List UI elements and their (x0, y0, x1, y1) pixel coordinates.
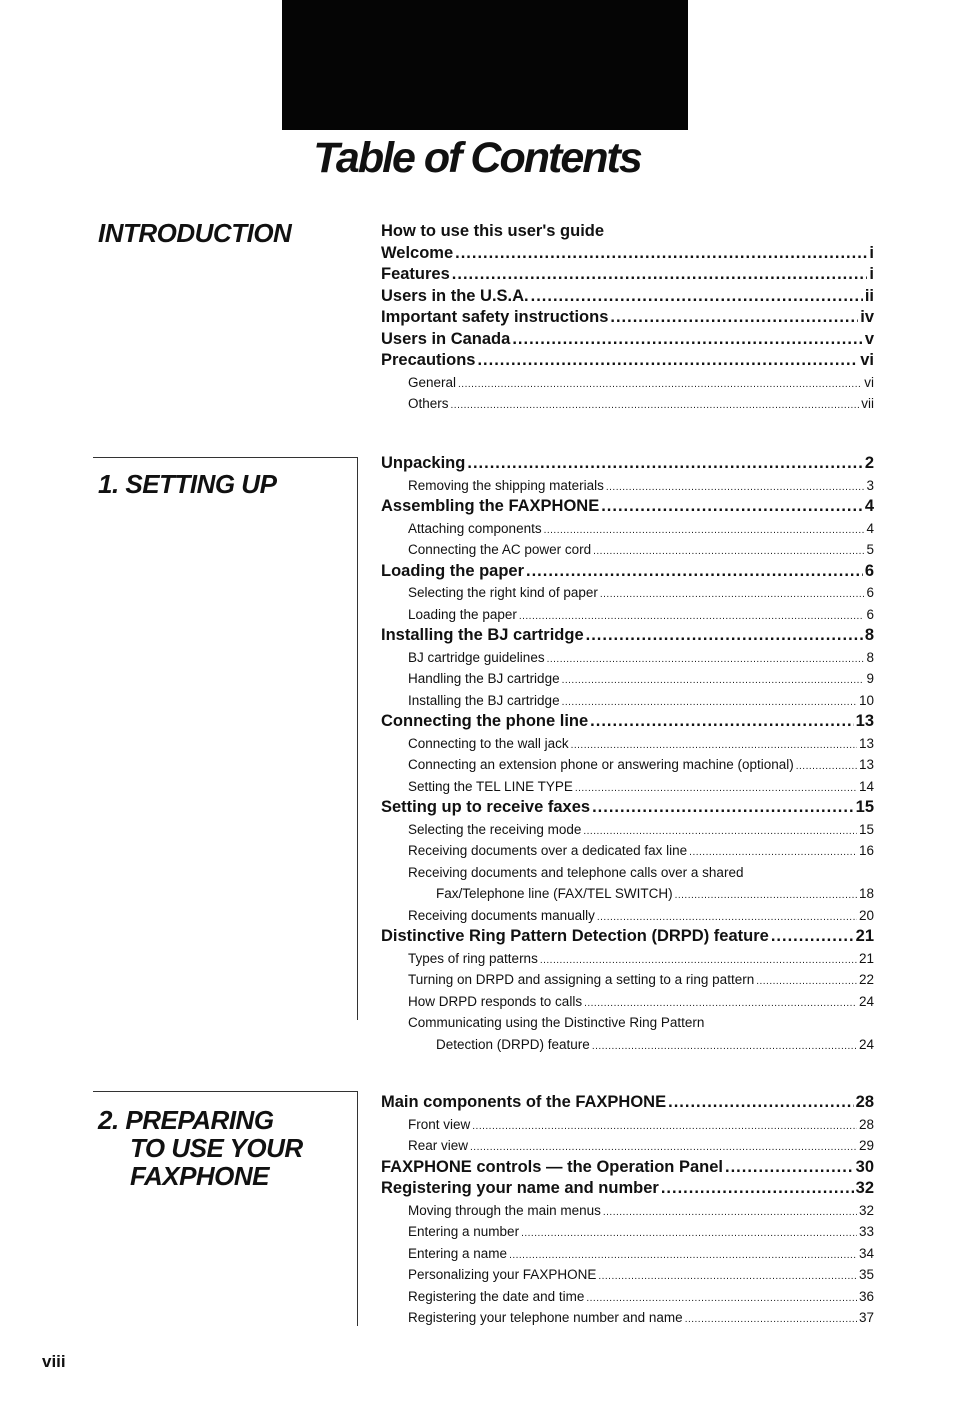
toc-entry[interactable] (381, 496, 874, 518)
toc-entry-page: 4 (866, 520, 874, 536)
section-heading-introduction: INTRODUCTION (98, 218, 292, 248)
toc-subentry[interactable] (381, 819, 874, 841)
toc-entry-page: 13 (855, 712, 874, 730)
toc-entry-label: Fax/Telephone line (FAX/TEL SWITCH) (436, 886, 673, 901)
toc-entry-label: Users in Canada (381, 329, 511, 348)
dot-leader (452, 264, 868, 286)
toc-entry-label: Selecting the receiving mode (408, 821, 582, 837)
toc-entry-label: Connecting the phone line (381, 712, 589, 730)
dot-leader (562, 670, 865, 690)
preparing-entries (381, 1092, 874, 1329)
toc-entry-page: 28 (855, 1093, 874, 1111)
toc-entry-label: Removing the shipping materials (408, 477, 604, 493)
toc-entry[interactable] (381, 307, 874, 329)
dot-leader (590, 711, 853, 733)
dot-leader (455, 243, 867, 265)
toc-subentry[interactable] (381, 733, 874, 755)
dot-leader (601, 496, 863, 518)
toc-entry-page: 22 (858, 972, 874, 987)
toc-subentry[interactable] (381, 1200, 874, 1222)
dot-leader (467, 453, 862, 475)
dot-leader (685, 1309, 857, 1329)
section-heading-line: FAXPHONE (130, 1161, 270, 1191)
dot-leader (586, 1288, 857, 1308)
dot-leader (531, 286, 863, 308)
toc-subentry[interactable] (381, 905, 874, 927)
toc-entry-label: Assembling the FAXPHONE (381, 497, 600, 515)
dot-leader (771, 926, 854, 948)
toc-entry-label: Receiving documents over a dedicated fax line (408, 843, 688, 858)
toc-subentry[interactable] (381, 862, 874, 884)
toc-entry-label: General (408, 374, 457, 390)
toc-subentry[interactable] (381, 372, 874, 394)
toc-entry-page: 28 (858, 1116, 874, 1132)
dot-leader (756, 971, 857, 991)
dot-leader (593, 541, 864, 561)
dot-leader (610, 307, 858, 329)
toc-entry-label: Handling the BJ cartridge (408, 671, 560, 686)
toc-entry-label: Personalizing your FAXPHONE (408, 1267, 597, 1282)
toc-entry-label: Loading the paper (408, 606, 517, 622)
toc-entry-page: 4 (864, 497, 874, 515)
toc-entry-page: 13 (858, 757, 874, 772)
dot-leader (547, 649, 865, 669)
toc-entry-page: vi (860, 351, 874, 369)
toc-entry-label: Important safety instructions (381, 308, 609, 326)
dot-leader (583, 821, 857, 841)
toc-entry-page: 6 (866, 606, 874, 622)
toc-entry-label: Others (408, 396, 449, 411)
toc-entry[interactable] (381, 264, 874, 286)
toc-entry-label: Unpacking (381, 454, 466, 472)
toc-entry-page: ii (864, 286, 874, 305)
dot-leader (521, 1223, 857, 1243)
toc-entry-page: i (869, 243, 874, 262)
toc-entry-label: Entering a name (408, 1245, 508, 1261)
toc-entry-label: Distinctive Ring Pattern Detection (DRPD) feature (381, 927, 769, 945)
toc-entry-label: Receiving documents manually (408, 907, 595, 923)
dot-leader (562, 692, 857, 712)
toc-entry-page: 34 (858, 1245, 874, 1261)
dot-leader (586, 625, 863, 647)
toc-entry-label: Connecting to the wall jack (408, 735, 569, 751)
toc-subentry[interactable] (381, 668, 874, 690)
toc-entry-page: 32 (858, 1202, 874, 1218)
dot-leader (571, 735, 857, 755)
toc-entry[interactable] (381, 1157, 874, 1179)
dot-leader (592, 1036, 857, 1056)
toc-entry[interactable] (381, 453, 874, 475)
toc-entry-label: Setting up to receive faxes (381, 798, 591, 816)
toc-entry-page: v (864, 329, 874, 348)
header-black-bar (282, 0, 688, 130)
section-divider (93, 457, 358, 458)
toc-subentry[interactable] (381, 393, 874, 415)
dot-leader (597, 907, 857, 927)
dot-leader (509, 1245, 857, 1265)
toc-entry-page: 2 (864, 454, 874, 472)
toc-entry[interactable] (381, 243, 874, 265)
toc-entry-page: 24 (858, 1036, 874, 1052)
toc-subentry[interactable] (381, 1221, 874, 1243)
toc-entry-page: 36 (858, 1288, 874, 1304)
toc-entry[interactable] (381, 350, 874, 372)
section-divider (93, 1091, 358, 1092)
toc-entry-page: 37 (858, 1310, 874, 1325)
toc-entry-label: How to use this user's guide (381, 222, 605, 240)
toc-entry[interactable] (381, 329, 874, 351)
toc-entry-page: 3 (866, 477, 874, 493)
toc-entry-label: Loading the paper (381, 561, 525, 580)
toc-subentry[interactable] (381, 948, 874, 970)
toc-entry-label: Connecting the AC power cord (408, 542, 592, 557)
toc-entry-label: Types of ring patterns (408, 950, 538, 966)
toc-subentry[interactable] (381, 1286, 874, 1308)
toc-subentry[interactable] (381, 1307, 874, 1329)
dot-leader (470, 1137, 857, 1157)
dot-leader (689, 842, 857, 862)
toc-entry[interactable] (381, 926, 874, 948)
toc-subentry[interactable] (381, 518, 874, 540)
dot-leader (584, 993, 857, 1013)
toc-subentry[interactable] (381, 582, 874, 604)
toc-entry-page: 9 (866, 671, 874, 686)
dot-leader (519, 606, 865, 626)
toc-subentry[interactable] (381, 969, 874, 991)
dot-leader (544, 520, 865, 540)
page-number: viii (42, 1352, 66, 1371)
toc-entry-label: Detection (DRPD) feature (436, 1036, 590, 1052)
toc-entry-page: 35 (858, 1267, 874, 1282)
toc-subentry[interactable] (381, 1135, 874, 1157)
toc-entry-page: 5 (866, 542, 874, 557)
dot-leader (796, 756, 857, 776)
toc-entry-label: Turning on DRPD and assigning a setting to a ring pattern (408, 972, 755, 987)
dot-leader (575, 778, 857, 798)
toc-entry-page: 14 (858, 778, 874, 794)
toc-entry[interactable] (381, 561, 874, 583)
toc-entry-label: Precautions (381, 351, 476, 369)
toc-entry[interactable] (381, 625, 874, 647)
toc-entry-label: Main components of the FAXPHONE (381, 1093, 667, 1111)
section-heading-preparing (98, 1106, 303, 1190)
section-divider-vertical (357, 1091, 358, 1326)
toc-entry-page: 8 (864, 626, 874, 644)
dot-leader (512, 329, 863, 351)
section-heading-setting-up: 1. SETTING UP (98, 469, 277, 499)
toc-subentry[interactable] (381, 604, 874, 626)
toc-subentry[interactable] (381, 754, 874, 776)
toc-entry-page: 15 (855, 798, 874, 816)
toc-entry[interactable] (381, 711, 874, 733)
toc-subentry[interactable] (381, 1012, 874, 1034)
toc-entry-page: 10 (858, 692, 874, 708)
toc-entry-label: BJ cartridge guidelines (408, 649, 545, 665)
page-title: Table of Contents (313, 134, 641, 182)
toc-entry-page: 15 (858, 821, 874, 837)
toc-entry[interactable] (381, 286, 874, 308)
toc-entry-label: FAXPHONE controls — the Operation Panel (381, 1157, 723, 1176)
toc-subentry[interactable] (381, 991, 874, 1013)
toc-entry-page: 33 (858, 1224, 874, 1239)
toc-entry-label: Installing the BJ cartridge (381, 626, 584, 644)
dot-leader (526, 561, 863, 583)
toc-entry-page: vii (861, 396, 874, 411)
toc-entry[interactable] (381, 221, 874, 243)
toc-entry-label: Rear view (408, 1138, 469, 1153)
toc-entry-label: How DRPD responds to calls (408, 993, 583, 1009)
toc-entry-label: Installing the BJ cartridge (408, 692, 560, 708)
introduction-entries (381, 221, 874, 415)
toc-entry-label: Entering a number (408, 1224, 520, 1239)
toc-subentry[interactable] (381, 539, 874, 561)
section-heading-line: TO USE YOUR (130, 1133, 303, 1163)
toc-entry-page: iv (860, 308, 874, 326)
dot-leader (451, 395, 860, 415)
toc-entry-page: 30 (855, 1157, 874, 1176)
toc-entry[interactable] (381, 797, 874, 819)
toc-subentry[interactable] (381, 647, 874, 669)
toc-entry-page: 29 (858, 1138, 874, 1153)
section-heading-line: 2. PREPARING (98, 1105, 274, 1135)
dot-leader (603, 1202, 857, 1222)
toc-entry-page: 20 (858, 907, 874, 923)
toc-entry-label: Moving through the main menus (408, 1202, 601, 1218)
toc-entry-label: Registering your name and number (381, 1179, 659, 1197)
toc-subentry[interactable] (381, 776, 874, 798)
dot-leader (477, 350, 858, 372)
dot-leader (600, 584, 865, 604)
toc-entry-label: Attaching components (408, 520, 542, 536)
toc-entry-page: i (869, 265, 874, 283)
toc-entry[interactable] (381, 1092, 874, 1114)
dot-leader (458, 374, 862, 394)
toc-entry-page: 18 (858, 886, 874, 901)
toc-subentry[interactable] (381, 690, 874, 712)
toc-entry-label: Selecting the right kind of paper (408, 585, 598, 600)
section-divider-vertical (357, 457, 358, 1020)
toc-subentry[interactable] (381, 840, 874, 862)
toc-entry-page: 6 (864, 561, 874, 580)
toc-subentry-continued[interactable] (381, 1034, 874, 1056)
toc-subentry[interactable] (381, 475, 874, 497)
toc-entry-page: 8 (866, 649, 874, 665)
dot-leader (598, 1266, 857, 1286)
toc-entry-page: 24 (858, 993, 874, 1009)
toc-entry-page: 6 (866, 585, 874, 600)
toc-entry-label: Users in the U.S.A. (381, 286, 529, 305)
toc-subentry[interactable] (381, 1243, 874, 1265)
toc-entry-page: 21 (858, 950, 874, 966)
toc-entry-label: Setting the TEL LINE TYPE (408, 778, 573, 794)
toc-subentry-continued[interactable] (381, 883, 874, 905)
dot-leader (668, 1092, 854, 1114)
toc-entry-page: 16 (858, 843, 874, 858)
dot-leader (725, 1157, 854, 1179)
dot-leader (472, 1116, 857, 1136)
toc-entry-label: Registering the date and time (408, 1288, 585, 1304)
toc-entry-label: Communicating using the Distinctive Ring Pattern (408, 1015, 705, 1030)
toc-entry-label: Connecting an extension phone or answering machine (optional) (408, 757, 794, 772)
toc-entry-page: vi (864, 374, 874, 390)
toc-entry[interactable] (381, 1178, 874, 1200)
toc-entry-label: Receiving documents and telephone calls over a shared (408, 864, 744, 880)
dot-leader (592, 797, 854, 819)
toc-entry-page: 13 (858, 735, 874, 751)
dot-leader (675, 885, 857, 905)
dot-leader (606, 477, 865, 497)
toc-subentry[interactable] (381, 1264, 874, 1286)
toc-entry-label: Features (381, 265, 450, 283)
toc-entry-label: Front view (408, 1116, 471, 1132)
toc-entry-page: 21 (855, 927, 874, 945)
toc-subentry[interactable] (381, 1114, 874, 1136)
toc-entry-label: Registering your telephone number and name (408, 1310, 683, 1325)
dot-leader (540, 950, 857, 970)
setting-up-entries (381, 453, 874, 1055)
toc-entry-page: 32 (855, 1179, 874, 1197)
dot-leader (661, 1178, 854, 1200)
toc-entry-label: Welcome (381, 243, 454, 262)
